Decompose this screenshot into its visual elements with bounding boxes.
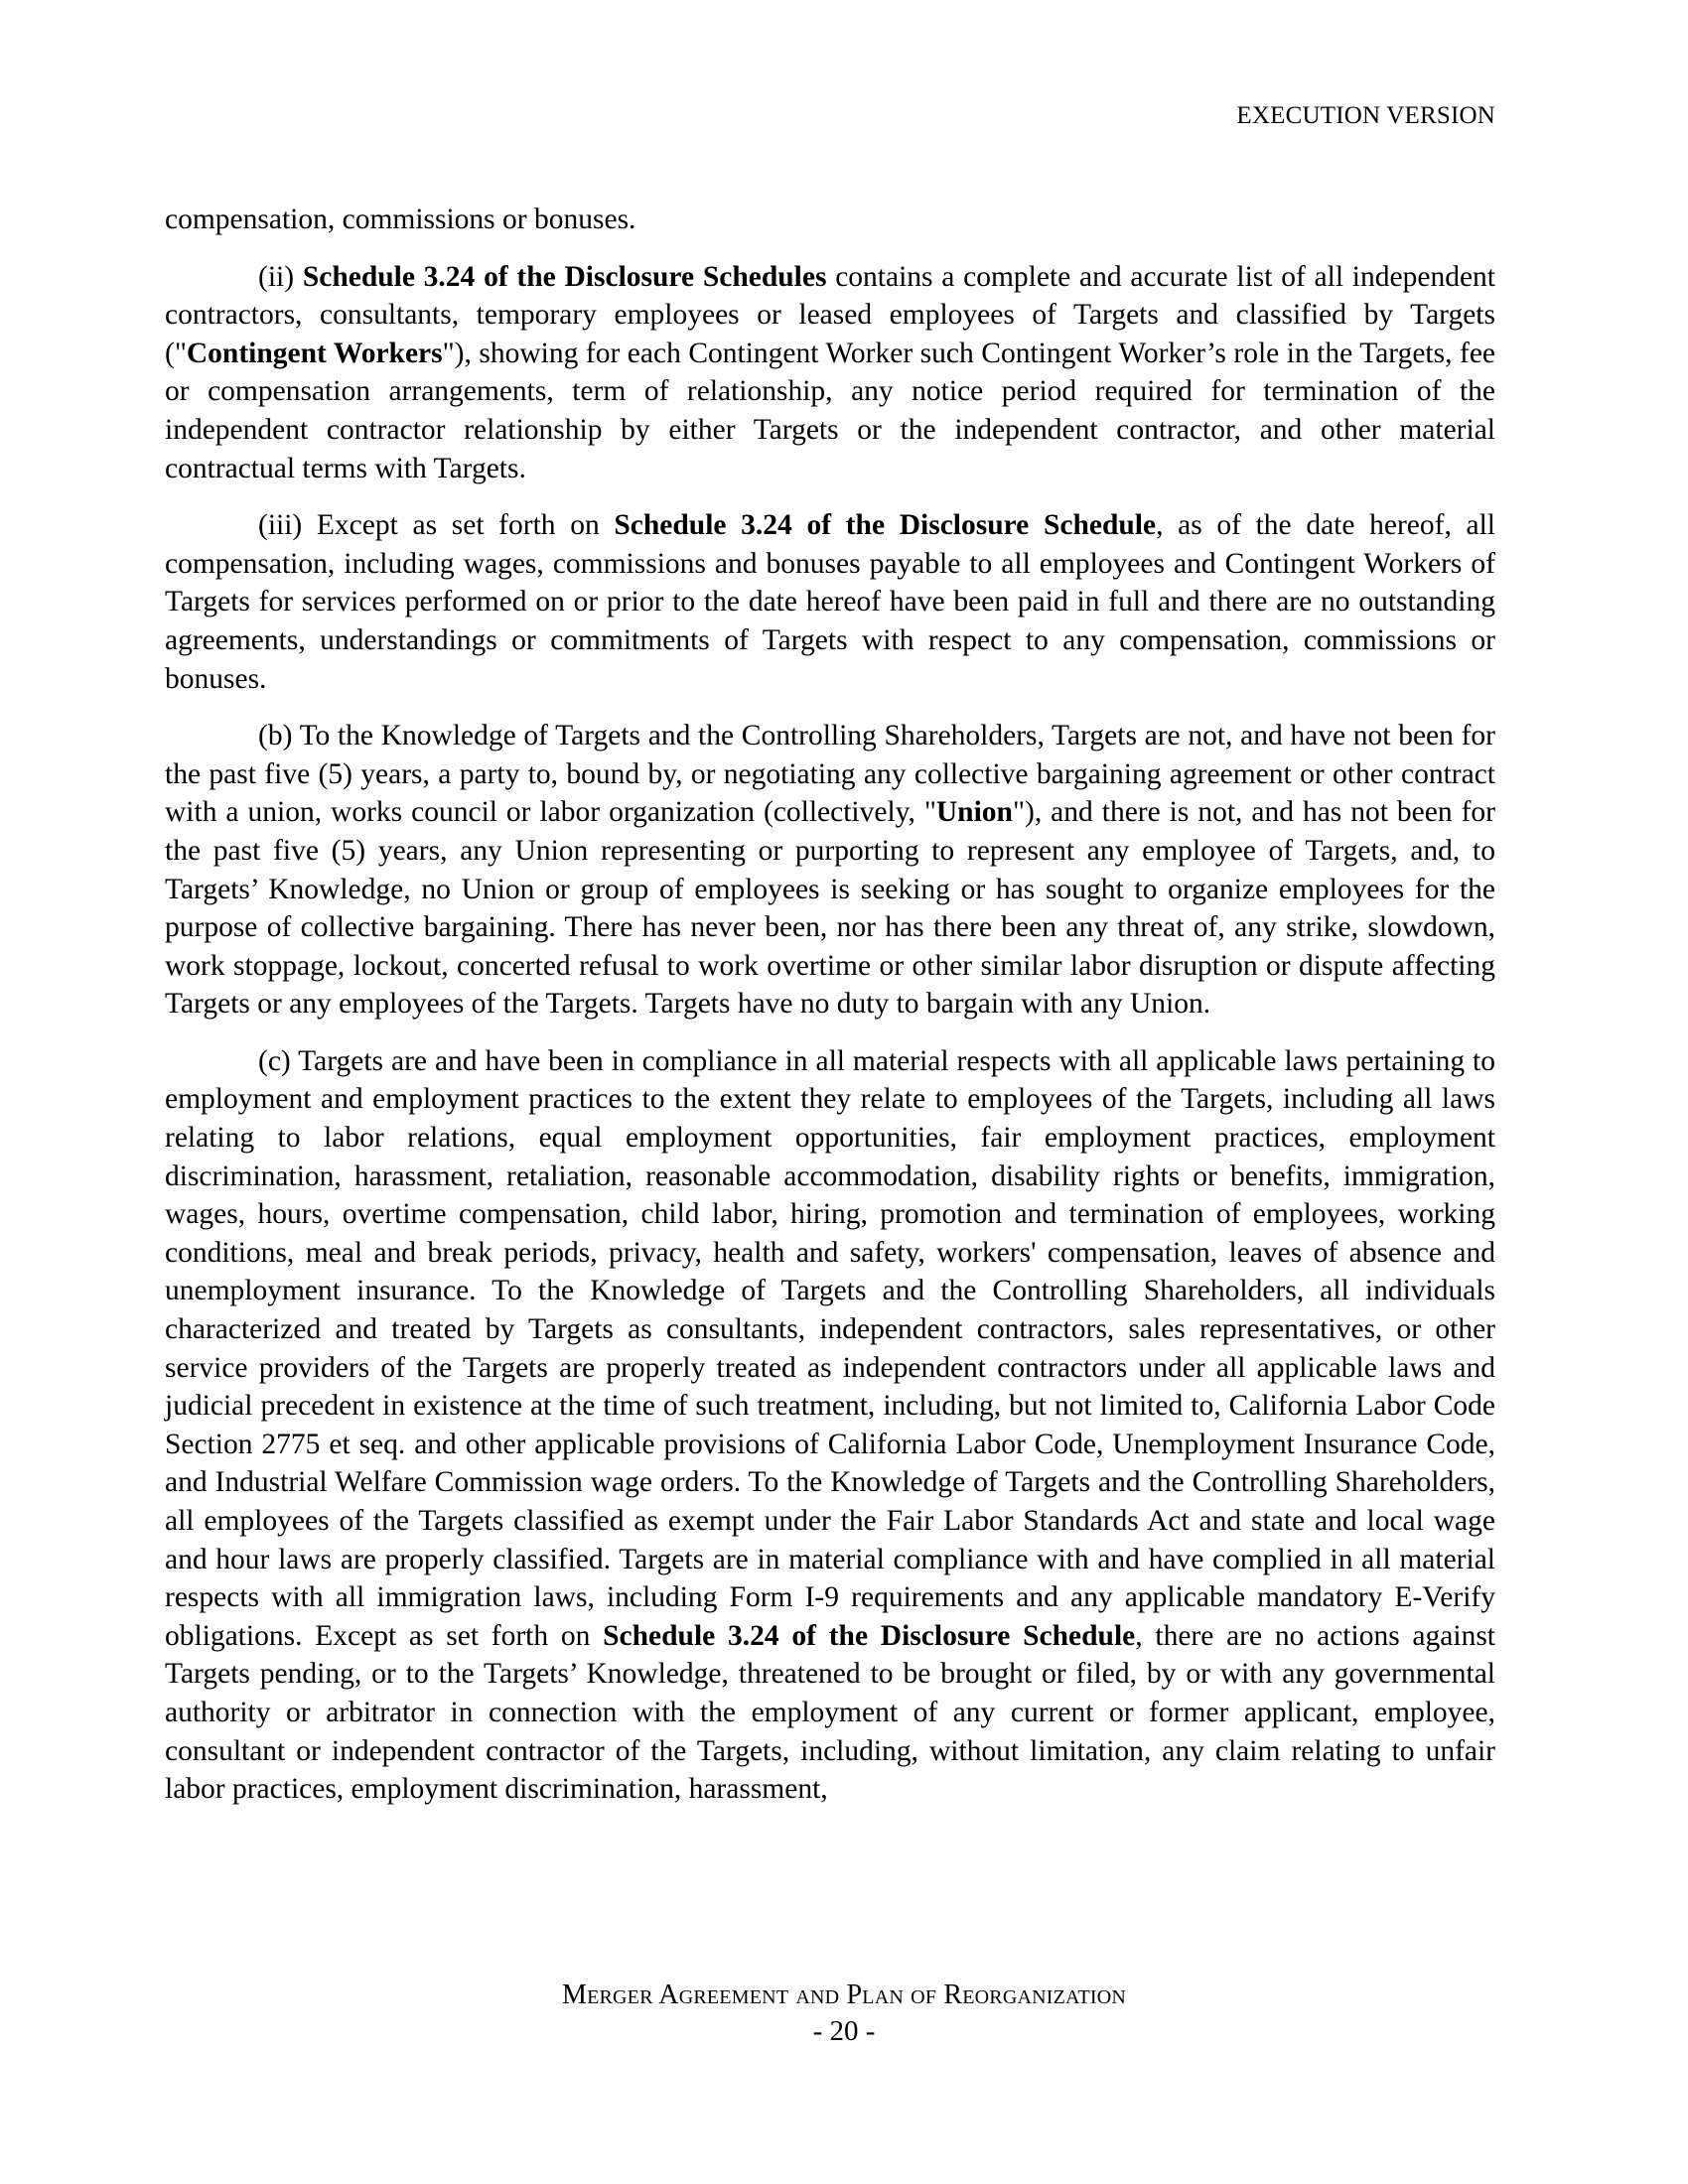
- paragraph-b-prefix: (b) To the Knowledge of Targets and the Controlling Shareholders, Targets are not, and have not been for the past five (5) years, a party to, bound by, or negotiating any collective bargaining agreement or other contract with a union, works council or labor organization (collectively, ": [165, 720, 1495, 829]
- page-footer: [0, 1979, 1688, 2048]
- paragraph-iii: [165, 506, 1495, 698]
- document-body: [165, 201, 1495, 1828]
- document-title-footer: Merger Agreement and Plan of Reorganization: [561, 1979, 1127, 2010]
- paragraph-ii-prefix: (ii): [258, 260, 303, 293]
- paragraph-c: [165, 1042, 1495, 1809]
- defined-term-union: Union: [935, 796, 1013, 829]
- page-number: - 20 -: [812, 2015, 876, 2047]
- defined-term-contingent-workers: Contingent Workers: [186, 337, 443, 369]
- paragraph-ii: [165, 258, 1495, 488]
- paragraph-ii-text: contains a complete and accurate list of all independent contractors, consultants, temporary employees or leased employees of Targets and classified by Targets (": [165, 260, 1495, 369]
- paragraph-ii-rest: "), showing for each Contingent Worker such Contingent Worker’s role in the Targets, fee or compensation arrangements, term of relationship, any notice period required for termination of the independent contractor relationship by either Targets or the independent contractor, and other material contractual terms with Targets.: [165, 337, 1496, 484]
- paragraph-continuation: compensation, commissions or bonuses.: [165, 204, 636, 235]
- paragraph-b: [165, 717, 1495, 1024]
- schedule-reference: Schedule 3.24 of the Disclosure Schedule: [614, 509, 1157, 542]
- schedule-reference: Schedule 3.24 of the Disclosure Schedule: [603, 1619, 1136, 1652]
- paragraph-b-rest: "), and there is not, and has not been for the past five (5) years, any Union representing or purporting to represent any employee of Targets, and, to Targets’ Knowledge, no Union or group of employees is seeking or has sought to organize employees for the purpose of collective bargaining. There has never been, nor has there been any threat of, any strike, slowdown, work stoppage, lockout, concerted refusal to work overtime or other similar labor disruption or dispute affecting Targets or any employees of the Targets. Targets have no duty to bargain with any Union.: [165, 796, 1495, 1021]
- paragraph-c-rest: , there are no actions against Targets pending, or to the Targets’ Knowledge, threatened to be brought or filed, by or with any governmental authority or arbitrator in connection with the employment of any current or former applicant, employee, consultant or independent contractor of the Targets, including, without limitation, any claim relating to unfair labor practices, employment discrimination, harassment,: [165, 1619, 1495, 1806]
- paragraph-iii-rest: , as of the date hereof, all compensation, including wages, commissions and bonuses payable to all employees and Contingent Workers of Targets for services performed on or prior to the date hereof have been paid in full and there are no outstanding agreements, understandings or commitments of Targets with respect to any compensation, commissions or bonuses.: [165, 509, 1496, 695]
- paragraph-c-prefix: (c) Targets are and have been in compliance in all material respects with all applicable laws pertaining to employment and employment practices to the extent they relate to employees of the Targets, including all laws relating to labor relations, equal employment opportunities, fair employment practices, employment discrimination, harassment, retaliation, reasonable accommodation, disability rights or benefits, immigration, wages, hours, overtime compensation, child labor, hiring, promotion and termination of employees, working conditions, meal and break periods, privacy, health and safety, workers' compensation, leaves of absence and unemployment insurance. To the Knowledge of Targets and the Controlling Shareholders, all individuals characterized and treated by Targets as consultants, independent contractors, sales representatives, or other service providers of the Targets are properly treated as independent contractors under all applicable laws and judicial precedent in existence at the time of such treatment, including, but not limited to, California Labor Code Section 2775 et seq. and other applicable provisions of California Labor Code, Unemployment Insurance Code, and Industrial Welfare Commission wage orders. To the Knowledge of Targets and the Controlling Shareholders, all employees of the Targets classified as exempt under the Fair Labor Standards Act and state and local wage and hour laws are properly classified. Targets are in material compliance with and have complied in all material respects with all immigration laws, including Form I-9 requirements and any applicable mandatory E-Verify obligations. Except as set forth on: [165, 1044, 1495, 1652]
- execution-version-header: EXECUTION VERSION: [1236, 102, 1495, 129]
- schedule-reference: Schedule 3.24 of the Disclosure Schedules: [302, 260, 827, 293]
- paragraph-iii-prefix: (iii) Except as set forth on: [258, 509, 615, 542]
